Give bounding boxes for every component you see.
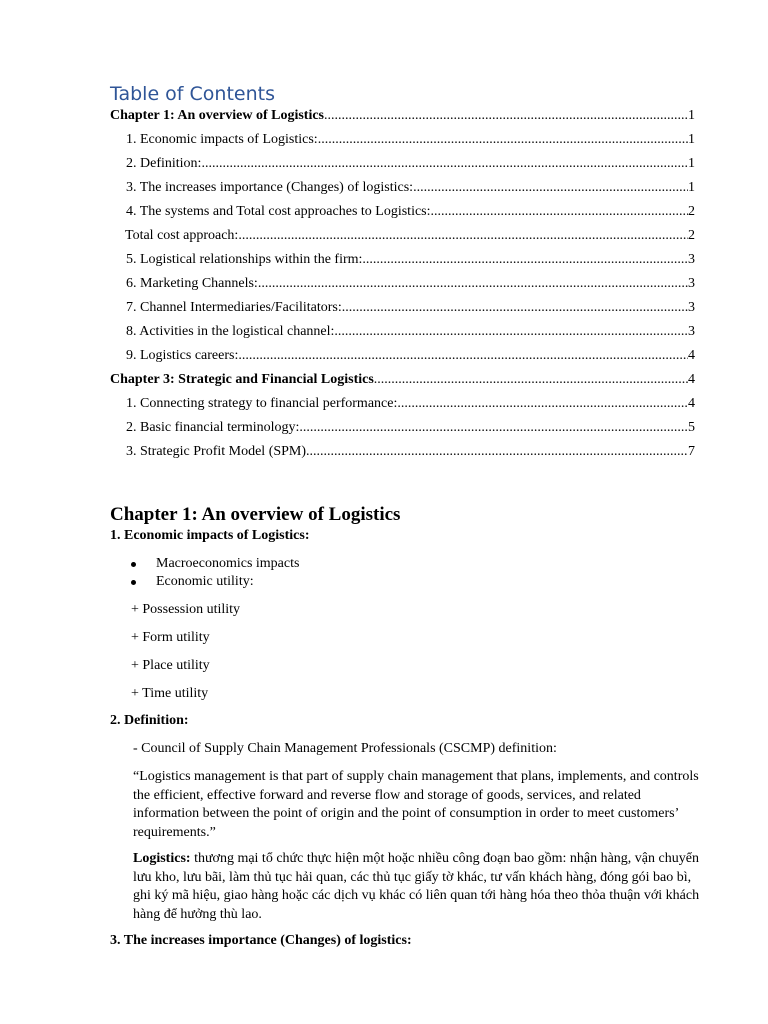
toc-entry[interactable] — [110, 346, 695, 370]
list-item — [131, 573, 299, 591]
toc-entry[interactable] — [110, 298, 695, 322]
toc-entry[interactable] — [110, 226, 695, 250]
toc-page-number: 3 — [688, 276, 695, 291]
toc-dot-leader — [362, 250, 688, 270]
toc-entry-text: 2. Basic financial terminology: — [126, 420, 300, 435]
section-heading: 1. Economic impacts of Logistics: — [110, 528, 310, 543]
toc-dot-leader — [431, 202, 688, 222]
toc-entry-text: 3. Strategic Profit Model (SPM) — [126, 444, 307, 459]
toc-dot-leader — [306, 442, 688, 462]
toc-entry[interactable] — [110, 418, 695, 442]
toc-title: Table of Contents — [110, 83, 275, 105]
toc-dot-leader — [318, 130, 688, 150]
toc-entry[interactable] — [110, 322, 695, 346]
list-item — [131, 555, 299, 573]
toc-entry-text: 3. The increases importance (Changes) of logistics: — [126, 180, 414, 195]
toc-page-number: 3 — [688, 300, 695, 315]
toc-page-number: 2 — [688, 204, 695, 219]
toc-page-number: 2 — [688, 228, 695, 243]
toc-entry-text: Chapter 1: An overview of Logistics — [110, 108, 324, 123]
definition-term: Logistics: — [133, 851, 191, 866]
toc-entry-text: 1. Economic impacts of Logistics: — [126, 132, 318, 147]
toc-dot-leader — [201, 154, 688, 174]
toc-dot-leader — [334, 322, 688, 342]
utility-item: + Place utility — [131, 658, 210, 673]
toc-dot-leader — [413, 178, 688, 198]
toc-entry-text: 6. Marketing Channels: — [126, 276, 258, 291]
toc-dot-leader — [342, 298, 688, 318]
bullet-icon — [131, 580, 136, 585]
toc-entry-text: 9. Logistics careers: — [126, 348, 239, 363]
bullet-list — [131, 555, 299, 591]
toc-page-number: 4 — [688, 348, 695, 363]
toc-entry[interactable] — [110, 394, 695, 418]
toc-dot-leader — [397, 394, 688, 414]
list-item-text: Macroeconomics impacts — [156, 556, 300, 571]
toc-entry[interactable] — [110, 106, 695, 130]
toc-dot-leader — [238, 226, 688, 246]
cscmp-definition-line: - Council of Supply Chain Management Professionals (CSCMP) definition: — [133, 741, 557, 756]
toc-entry-text: 1. Connecting strategy to financial performance: — [126, 396, 398, 411]
toc-dot-leader — [374, 370, 688, 390]
section-heading: 3. The increases importance (Changes) of logistics: — [110, 933, 412, 948]
definition-quote: “Logistics management is that part of supply chain management that plans, implements, and controls the efficient, effective forward and reverse flow and storage of goods, services, and related information between the point of origin and the point of consumption in order to meet customers’ requirements.” — [133, 769, 699, 840]
utility-item: + Possession utility — [131, 602, 241, 617]
vietnamese-definition — [133, 850, 703, 924]
toc-dot-leader — [238, 346, 688, 366]
toc-page-number: 1 — [688, 108, 695, 123]
toc-entry-text: Total cost approach: — [125, 228, 239, 243]
toc-entry[interactable] — [110, 154, 695, 178]
toc-page-number: 5 — [688, 420, 695, 435]
toc-dot-leader — [324, 106, 688, 126]
toc-entry[interactable] — [110, 442, 695, 466]
toc-page-number: 1 — [688, 156, 695, 171]
toc-entry-text: 2. Definition: — [126, 156, 202, 171]
toc-dot-leader — [299, 418, 688, 438]
utility-item: + Time utility — [131, 686, 209, 701]
toc-entry[interactable] — [110, 370, 695, 394]
toc-entry-text: 4. The systems and Total cost approaches to Logistics: — [126, 204, 431, 219]
section-heading: 2. Definition: — [110, 713, 189, 728]
definition-text: thương mại tổ chức thực hiện một hoặc nhiều công đoạn bao gồm: nhận hàng, vận chuyển lưu kho, lưu bãi, làm thủ tục hải quan, các thủ tục giấy tờ khác, tư vấn khách hàng, đóng gói bao bì, ghi ký mã hiệu, giao hàng hoặc các dịch vụ khác có liên quan tới hàng hóa theo thỏa thuận với khách hàng để hưởng thù lao. — [133, 851, 700, 922]
toc-entry[interactable] — [110, 130, 695, 154]
toc-entry[interactable] — [110, 202, 695, 226]
toc-entry-text: 5. Logistical relationships within the firm: — [126, 252, 363, 267]
toc-page-number: 3 — [688, 324, 695, 339]
bullet-icon — [131, 562, 136, 567]
toc-entry-text: Chapter 3: Strategic and Financial Logistics — [110, 372, 374, 387]
toc-entry[interactable] — [110, 274, 695, 298]
toc-page-number: 7 — [688, 444, 695, 459]
toc-page-number: 4 — [688, 372, 695, 387]
chapter-heading: Chapter 1: An overview of Logistics — [110, 504, 401, 525]
list-item-text: Economic utility: — [156, 574, 254, 589]
toc-dot-leader — [258, 274, 688, 294]
toc-entry[interactable] — [110, 250, 695, 274]
toc-page-number: 1 — [688, 132, 695, 147]
toc-entry-text: 7. Channel Intermediaries/Facilitators: — [126, 300, 342, 315]
toc-page-number: 4 — [688, 396, 695, 411]
toc-page-number: 3 — [688, 252, 695, 267]
toc-page-number: 1 — [688, 180, 695, 195]
utility-item: + Form utility — [131, 630, 210, 645]
table-of-contents — [110, 106, 695, 466]
toc-entry-text: 8. Activities in the logistical channel: — [126, 324, 335, 339]
toc-entry[interactable] — [110, 178, 695, 202]
